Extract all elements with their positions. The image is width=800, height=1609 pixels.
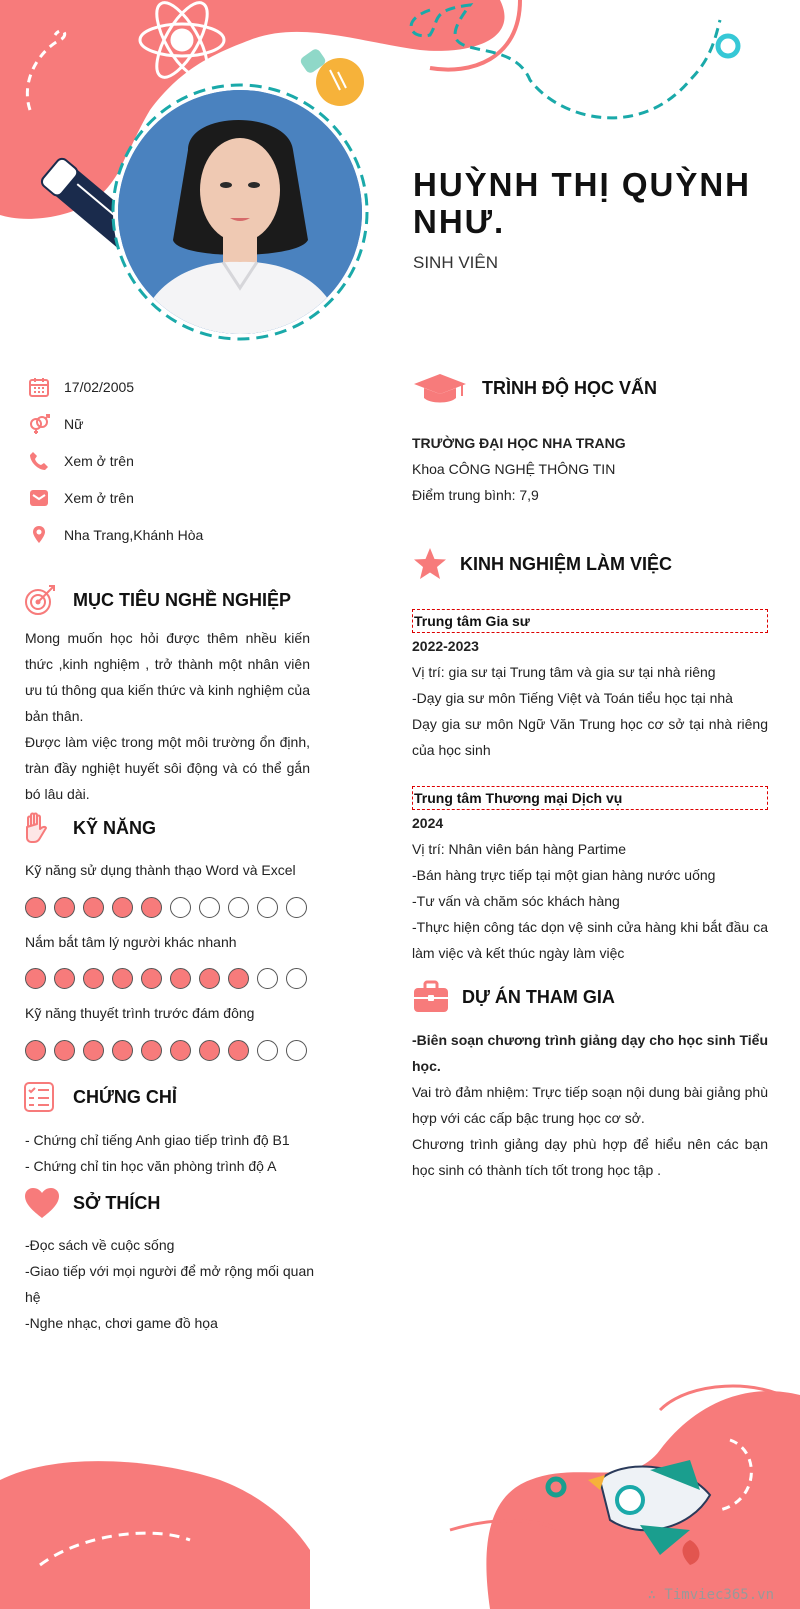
briefcase-icon xyxy=(412,980,450,1014)
address-row xyxy=(28,523,203,547)
checklist-icon xyxy=(23,1081,55,1113)
objective-title: MỤC TIÊU NGHỀ NGHIỆP xyxy=(73,589,292,610)
gender-row xyxy=(28,412,83,436)
skill-dot-filled xyxy=(170,968,191,989)
skill-rating xyxy=(25,897,307,918)
skill-label: Kỹ năng thuyết trình trước đám đông xyxy=(25,1005,255,1021)
skill-dot-empty xyxy=(286,1040,307,1061)
skill-dot-filled xyxy=(54,968,75,989)
job-period: 2022-2023 xyxy=(412,638,479,654)
faculty: Khoa CÔNG NGHỆ THÔNG TIN xyxy=(412,461,616,477)
skill-label: Kỹ năng sử dụng thành thạo Word và Excel xyxy=(25,862,296,878)
hobbies-heading xyxy=(23,1186,160,1220)
skill-dot-filled xyxy=(112,968,133,989)
job-line: Vị trí: Nhân viên bán hàng Partime xyxy=(412,841,627,857)
education-details xyxy=(412,430,768,508)
skill-dot-empty xyxy=(286,968,307,989)
calendar-icon xyxy=(28,376,50,398)
lightbulb-icon xyxy=(299,47,364,106)
skill-dot-empty xyxy=(199,897,220,918)
email-icon xyxy=(28,487,50,509)
projects-heading xyxy=(412,980,615,1014)
certificate-item: - Chứng chỉ tin học văn phòng trình độ A xyxy=(25,1158,277,1174)
job-details xyxy=(412,633,768,763)
job-line: Dạy gia sư môn Ngữ Văn Trung học cơ sở tại nhà riêng của học sinh xyxy=(412,716,768,758)
job-line: -Bán hàng trực tiếp tại một gian hàng nước uống xyxy=(412,867,716,883)
skill-dot-empty xyxy=(257,1040,278,1061)
address-value: Nha Trang,Khánh Hòa xyxy=(64,527,204,543)
skill-dot-filled xyxy=(112,897,133,918)
star-icon xyxy=(412,546,448,582)
birthday-row xyxy=(28,375,134,399)
birthday-value: 17/02/2005 xyxy=(64,379,135,395)
experience-title: KINH NGHIỆM LÀM VIỆC xyxy=(460,553,673,574)
hobby-item: -Đọc sách về cuộc sống xyxy=(25,1237,175,1253)
hobby-item: -Nghe nhạc, chơi game đồ họa xyxy=(25,1315,218,1331)
target-icon xyxy=(23,583,57,617)
job-company: Trung tâm Gia sư xyxy=(412,609,768,633)
skill-dot-filled xyxy=(141,897,162,918)
profile-photo xyxy=(118,90,362,334)
gpa: Điểm trung bình: 7,9 xyxy=(412,487,539,503)
skills-heading xyxy=(23,812,156,844)
skill-dot-filled xyxy=(141,968,162,989)
skill-rating xyxy=(25,968,307,989)
hobby-item: -Giao tiếp với mọi người để mở rộng mối quan hệ xyxy=(25,1263,315,1305)
hand-icon xyxy=(23,812,49,844)
skill-dot-filled xyxy=(170,1040,191,1061)
gender-value: Nữ xyxy=(64,416,84,432)
job-line: -Tư vấn và chăm sóc khách hàng xyxy=(412,893,620,909)
skill-dot-filled xyxy=(25,1040,46,1061)
skill-dot-filled xyxy=(199,968,220,989)
skill-dot-filled xyxy=(112,1040,133,1061)
skill-dot-filled xyxy=(54,897,75,918)
job-line: -Dạy gia sư môn Tiếng Việt và Toán tiểu học tại nhà xyxy=(412,690,733,706)
education-title: TRÌNH ĐỘ HỌC VẤN xyxy=(482,377,657,398)
objective-heading xyxy=(23,583,291,617)
skill-dot-filled xyxy=(83,1040,104,1061)
email-row xyxy=(28,486,134,510)
job-line: -Thực hiện công tác dọn vệ sinh cửa hàng khi bắt đầu ca làm việc và kết thúc ngày làm việc xyxy=(412,919,768,961)
objective-line: Mong muốn học hỏi được thêm nhều kiến thức ,kinh nghiệm , trở thành một nhân viên ưu tú thông qua kiến thức và kinh nghiệm của bản thân. xyxy=(25,630,310,724)
phone-value: Xem ở trên xyxy=(64,453,134,469)
skill-dot-filled xyxy=(25,897,46,918)
watermark: ∴ Timviec365.vn xyxy=(647,1587,774,1603)
location-icon xyxy=(28,524,50,546)
skill-dot-filled xyxy=(83,897,104,918)
project-details xyxy=(412,1027,768,1183)
objective-line: Được làm việc trong một môi trường ổn định, tràn đầy nghiệt huyết sôi động và có thể gắn bó lâu dài. xyxy=(25,734,310,802)
skill-dot-filled xyxy=(199,1040,220,1061)
skill-dot-filled xyxy=(54,1040,75,1061)
candidate-role: SINH VIÊN xyxy=(413,253,499,272)
skill-label: Nắm bắt tâm lý người khác nhanh xyxy=(25,934,237,950)
job-details xyxy=(412,810,768,966)
phone-icon xyxy=(28,450,50,472)
skill-dot-empty xyxy=(257,897,278,918)
graduation-cap-icon xyxy=(412,370,468,406)
certificates-heading xyxy=(23,1081,177,1113)
skill-dot-filled xyxy=(228,1040,249,1061)
candidate-name: HUỲNH THỊ QUỲNH NHƯ. xyxy=(413,166,752,240)
skill-dot-empty xyxy=(286,897,307,918)
job-line: Vị trí: gia sư tại Trung tâm và gia sư tại nhà riêng xyxy=(412,664,716,680)
job-company: Trung tâm Thương mại Dịch vụ xyxy=(412,786,768,810)
gender-icon xyxy=(28,413,50,435)
profile-photo-frame xyxy=(110,82,370,342)
certificates-list xyxy=(25,1127,315,1179)
certificates-title: CHỨNG CHỈ xyxy=(73,1086,177,1107)
skill-dot-filled xyxy=(83,968,104,989)
projects-title: DỰ ÁN THAM GIA xyxy=(462,986,615,1007)
school-name: TRƯỜNG ĐẠI HỌC NHA TRANG xyxy=(412,435,626,451)
email-value: Xem ở trên xyxy=(64,490,134,506)
project-line: Chương trình giảng dạy phù hợp để hiểu nên các bạn học sinh có thành tích tốt trong học tập . xyxy=(412,1136,768,1178)
skills-title: KỸ NĂNG xyxy=(73,817,157,838)
project-line: Vai trò đảm nhiệm: Trực tiếp soạn nội dung bài giảng phù hợp với các cấp bậc trung học cơ sở. xyxy=(412,1084,768,1126)
skill-dot-empty xyxy=(170,897,191,918)
objective-text xyxy=(25,625,310,807)
skill-rating xyxy=(25,1040,307,1061)
phone-row xyxy=(28,449,134,473)
project-name: -Biên soạn chương trình giảng dạy cho học sinh Tiểu học. xyxy=(412,1032,768,1074)
skill-dot-empty xyxy=(228,897,249,918)
skill-dot-filled xyxy=(25,968,46,989)
hobbies-title: SỞ THÍCH xyxy=(73,1192,161,1213)
experience-heading xyxy=(412,546,672,582)
skill-dot-filled xyxy=(141,1040,162,1061)
job-period: 2024 xyxy=(412,815,444,831)
certificate-item: - Chứng chỉ tiếng Anh giao tiếp trình độ B1 xyxy=(25,1132,290,1148)
education-heading xyxy=(412,370,657,406)
heart-icon xyxy=(23,1186,61,1220)
skill-dot-filled xyxy=(228,968,249,989)
skill-dot-empty xyxy=(257,968,278,989)
hobbies-list xyxy=(25,1232,315,1336)
